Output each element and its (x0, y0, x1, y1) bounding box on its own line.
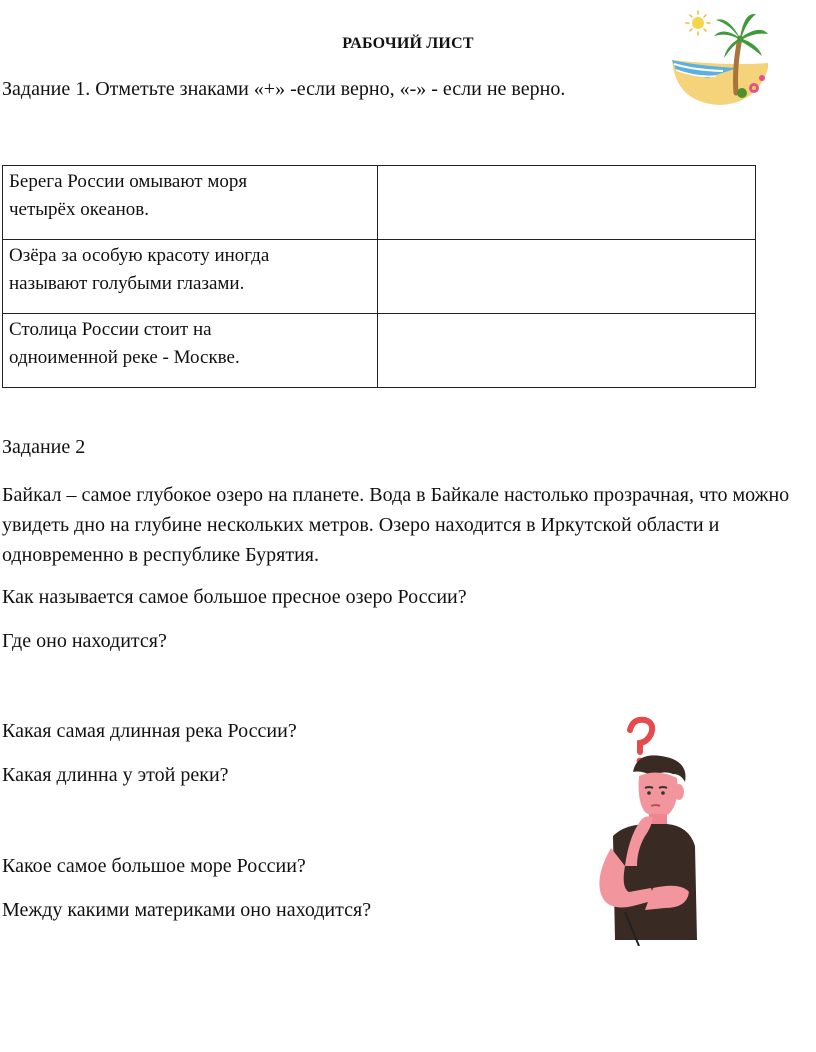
question-text: Где оно находится? (2, 630, 167, 652)
task1-instruction: Задание 1. Отметьте знаками «+» -если верно, «-» - если не верно. (2, 78, 566, 100)
statement-text: Озёра за особую красоту иногда (9, 245, 270, 266)
baikal-paragraph: Байкал – самое глубокое озеро на планете. Вода в Байкале настолько прозрачная, что можно увидеть дно на глубине нескольких метров. Озеро находится в Иркутской области и одновременно в республике Бурятия. (2, 484, 790, 566)
statement-cell (3, 314, 378, 388)
question-text: Как называется самое большое пресное озеро России? (2, 586, 467, 608)
statement-text: Берега России омывают моря (9, 171, 248, 192)
answer-cell[interactable] (378, 314, 756, 388)
beach-illustration (668, 8, 772, 108)
question-text: Какая самая длинная река России? (2, 720, 297, 742)
statement-cell (3, 240, 378, 314)
statement-text: Столица России стоит на (9, 319, 212, 340)
table-row (3, 240, 756, 314)
table-row (3, 166, 756, 240)
page-title: РАБОЧИЙ ЛИСТ (342, 35, 474, 52)
statement-text: одноименной реке - Москве. (9, 347, 240, 368)
answer-cell[interactable] (378, 240, 756, 314)
question-text: Между какими материками оно находится? (2, 899, 372, 921)
table-row (3, 314, 756, 388)
thinking-man-illustration (585, 716, 700, 946)
task2-title: Задание 2 (2, 436, 86, 458)
statement-cell (3, 166, 378, 240)
statement-text: называют голубыми глазами. (9, 273, 245, 294)
statement-text: четырёх океанов. (9, 199, 149, 220)
true-false-table (2, 165, 756, 388)
sun-icon (686, 11, 710, 35)
question-text: Какое самое большое море России? (2, 855, 306, 877)
question-text: Какая длинна у этой реки? (2, 764, 229, 786)
answer-cell[interactable] (378, 166, 756, 240)
